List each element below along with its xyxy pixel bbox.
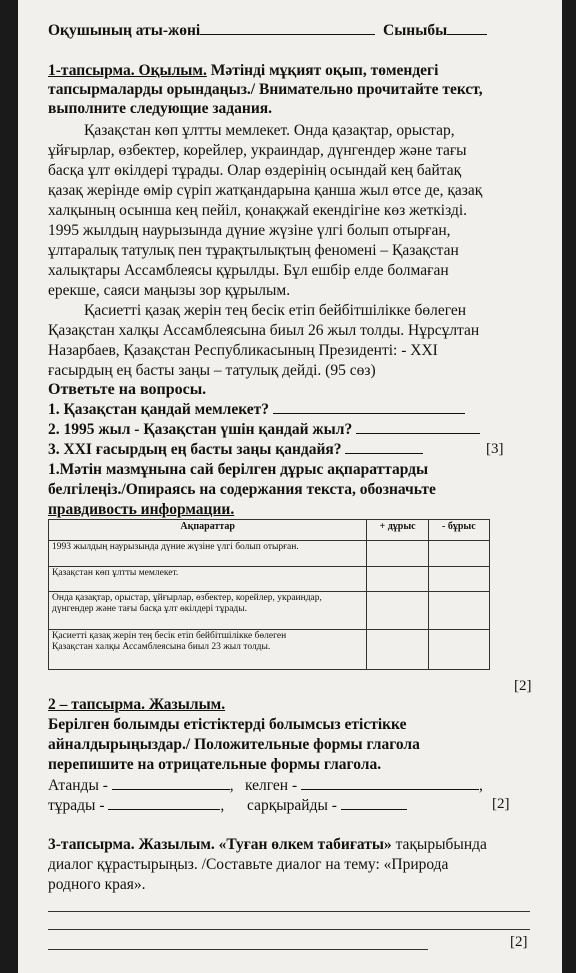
task2-instr-line2: айналдырыңыздар./ Положительные формы глагола	[48, 736, 420, 753]
task1-heading-line1: 1-тапсырма. Оқылым. Мәтінді мұқият оқып, төмендегі	[48, 62, 439, 79]
truefalse-instr-line3: правдивость информации.	[48, 501, 235, 518]
answer-blank-3[interactable]	[345, 452, 423, 454]
text-line: халықтары Ассамблеясы құрылды. Бұл ешбір елде болмаған	[48, 262, 449, 279]
text-line: Назарбаев, Қазақстан Республикасының Президенті: - XXI	[48, 342, 438, 359]
verb-item-4: сарқырайды -	[247, 796, 407, 815]
task2-instr-line3: перепишите на отрицательные формы глагола.	[48, 756, 382, 773]
table-row	[49, 592, 490, 630]
col-header-true: + дұрыс	[367, 520, 428, 541]
text-line: халқының осынша кең пейіл, қонақжай екендігіне көз жеткізді.	[48, 202, 468, 219]
true-cell[interactable]	[367, 567, 428, 592]
marks-table: [2]	[514, 678, 532, 694]
false-cell[interactable]	[428, 567, 489, 592]
statement-cell: Онда қазақтар, орыстар, ұйғырлар, өзбектер, корейлер, украиндар, дүнгендер және тағы басқа ұлт өкілдері тұрады.	[49, 592, 367, 630]
table-row	[49, 567, 490, 592]
marks-task3: [2]	[510, 934, 528, 950]
answer-blank-2[interactable]	[356, 432, 480, 434]
task3-line3: родного края».	[48, 876, 146, 893]
task1-heading-line2: тапсырмаларды орындаңыз./ Внимательно прочитайте текст,	[48, 81, 483, 98]
text-line: басқа ұлт өкілдері тұрады. Олар өздерінің осындай кең байтақ	[48, 162, 462, 179]
text-line: Қазақстан халқы Ассамблеясына биыл 26 жыл толды. Нұрсұлтан	[48, 322, 480, 339]
task2-instr-line1: Берілген болымды етістіктерді болымсыз етістікке	[48, 716, 407, 733]
verb-blank-1[interactable]	[112, 788, 230, 790]
verb-blank-2[interactable]	[301, 788, 479, 790]
answer-line-3[interactable]	[48, 949, 428, 950]
answer-blank-1[interactable]	[273, 412, 465, 414]
name-blank[interactable]	[200, 33, 375, 35]
text-line: ұлтаралық татулық пен тұрақтылықтың феномені – Қазақстан	[48, 242, 459, 259]
statement-cell: Қазақстан көп ұлтты мемлекет.	[49, 567, 367, 592]
table-header-row	[49, 520, 490, 541]
questions-heading: Ответьте на вопросы.	[48, 381, 207, 398]
text-line: ғасырдың ең басты заңы – татулық дейді. (95 сөз)	[48, 362, 376, 379]
task3-line1: 3-тапсырма. Жазылым. «Туған өлкем табиғаты» тақырыбында	[48, 836, 487, 853]
col-header-info: Ақпараттар	[49, 520, 367, 541]
text-line: 1995 жылдың наурызында дүние жүзіне үлгі болып отырған,	[48, 222, 451, 239]
verb-blank-3[interactable]	[108, 808, 220, 810]
false-cell[interactable]	[428, 541, 489, 567]
task2-heading: 2 – тапсырма. Жазылым.	[48, 696, 226, 713]
true-cell[interactable]	[367, 541, 428, 567]
verb-item-1: Атанды - ,	[48, 777, 234, 794]
class-label: Сыныбы	[383, 22, 487, 40]
text-line: Қазақстан көп ұлтты мемлекет. Онда қазақтар, орыстар,	[84, 122, 455, 139]
answer-line-2[interactable]	[48, 929, 530, 930]
class-blank[interactable]	[447, 33, 487, 35]
false-cell[interactable]	[428, 630, 489, 670]
table-row	[49, 630, 490, 670]
false-cell[interactable]	[428, 592, 489, 630]
verb-item-3: тұрады - ,	[48, 797, 225, 814]
true-cell[interactable]	[367, 592, 428, 630]
question-3: 3. XXI ғасырдың ең басты заңы қандайя?	[48, 441, 423, 459]
statement-cell: Қасиетті қазақ жерін тең бесік етіп бейбітшілікке бөлеген Қазақстан халқы Ассамблеясына биыл 23 жыл толды.	[49, 630, 367, 670]
verb-blank-4[interactable]	[341, 808, 407, 810]
question-2: 2. 1995 жыл - Қазақстан үшін қандай жыл?	[48, 421, 480, 439]
col-header-false: - бұрыс	[428, 520, 489, 541]
marks-task2: [2]	[492, 796, 510, 812]
statement-cell: 1993 жылдың наурызында дүние жүзіне үлгі болып отырған.	[49, 541, 367, 567]
true-cell[interactable]	[367, 630, 428, 670]
answer-line-1[interactable]	[48, 911, 530, 912]
task1-heading-line3: выполните следующие задания.	[48, 100, 273, 117]
question-1: 1. Қазақстан қандай мемлекет?	[48, 401, 465, 419]
student-name-label: Оқушының аты-жөні	[48, 22, 375, 40]
task3-line2: диалог құрастырыңыз. /Составьте диалог на тему: «Природа	[48, 856, 449, 873]
truefalse-instr-line2: белгілеңіз./Опираясь на содержания текста, обозначьте	[48, 481, 436, 498]
table-row	[49, 541, 490, 567]
text-line: Қасиетті қазақ жерін тең бесік етіп бейбітшілікке бөлеген	[84, 302, 467, 319]
truefalse-instr-line1: 1.Мәтін мазмұнына сай берілген дұрыс ақпараттарды	[48, 461, 429, 478]
text-line: ұйғырлар, өзбектер, корейлер, украиндар, дүнгендер және тағы	[48, 142, 467, 159]
text-line: ерекше, саяси маңызы зор құрылым.	[48, 282, 291, 299]
verb-item-2: келген - ,	[245, 777, 483, 794]
text-line: қазақ жерінде өмір сүріп жатқандарына қанша жыл өтсе де, қазақ	[48, 182, 483, 199]
info-table	[48, 519, 490, 670]
marks-q: [3]	[486, 441, 504, 457]
